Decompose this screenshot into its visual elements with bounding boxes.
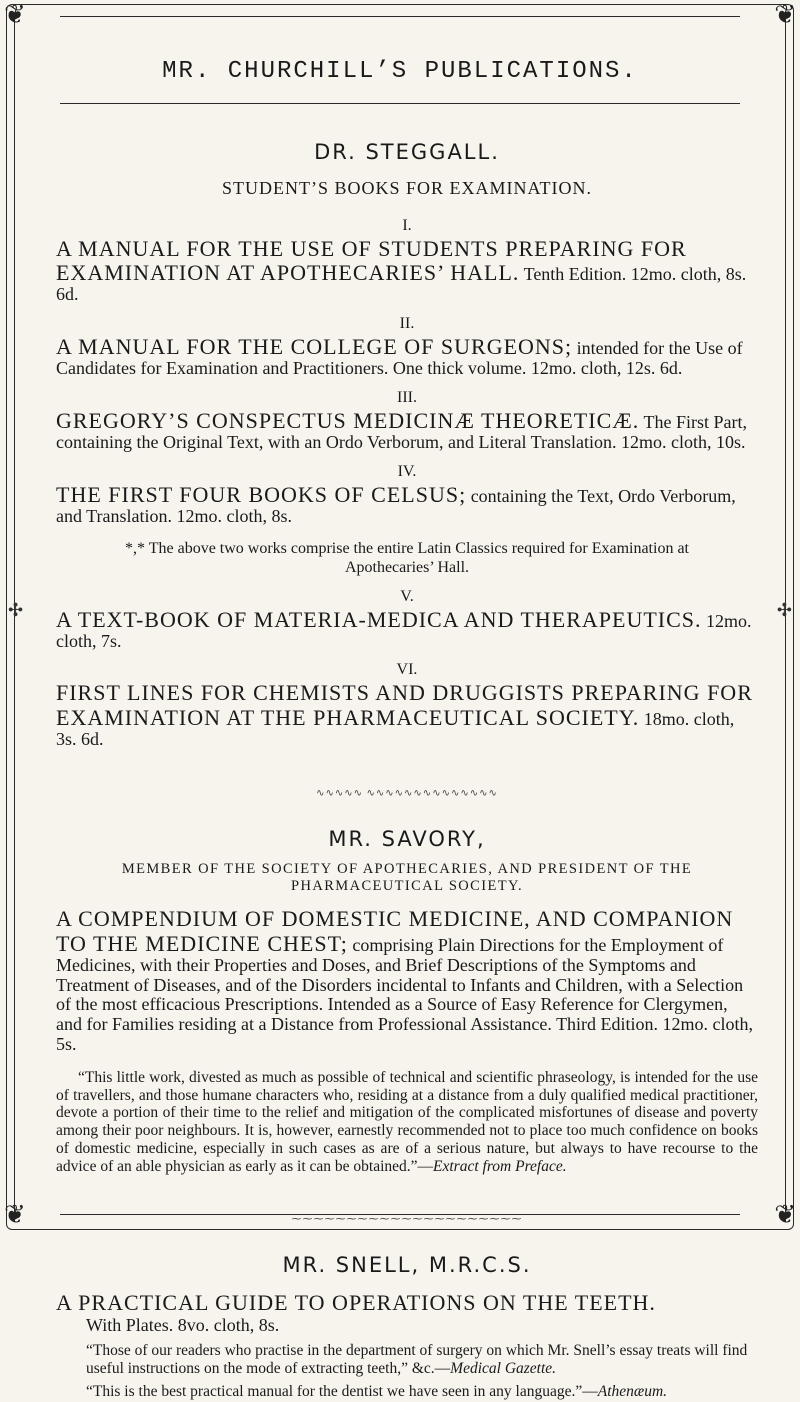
top-rule	[60, 16, 740, 17]
book-title: A TEXT-BOOK OF MATERIA-MEDICA AND THERAPEUTICS.	[56, 606, 702, 632]
corner-ornament-icon: ❦	[774, 1200, 796, 1229]
book-title: A MANUAL FOR THE COLLEGE OF SURGEONS;	[56, 334, 573, 360]
book-desc: 12mo. cloth, 7s.	[56, 610, 752, 651]
entry-number: I.	[402, 217, 412, 234]
latin-classics-note: *,* The above two works comprise the entire Latin Classics required for Examination at Apothecaries’ Hall.	[125, 540, 689, 577]
book-title: A MANUAL FOR THE USE OF STUDENTS PREPARING FOR EXAMINATION AT APOTHECARIES’ HALL.	[56, 236, 687, 286]
book-title: A PRACTICAL GUIDE TO OPERATIONS ON THE TEETH.	[56, 1289, 656, 1315]
section-subhead: STUDENT’S BOOKS FOR EXAMINATION.	[221, 178, 592, 198]
book-entry	[56, 237, 758, 305]
quote-text: “This little work, divested as much as possible of technical and scientific phraseology, is intended for the use of travellers, and those humane characters who, residing at a distance from a duly qualified medical practitioner, devote a portion of their time to the relief and mitigation of the complicated misfortunes of disease and poverty among their poor neighbours. It is, however, earnestly recommended not to place too much confidence on books of domestic medicine, especially in such cases as are of a serious nature, but always to have recourse to the advice of an able physician as early as it can be obtained.”—	[56, 1068, 758, 1175]
entry-number: VI.	[396, 661, 418, 679]
book-entry	[56, 483, 758, 527]
book-desc: With Plates. 8vo. cloth, 8s.	[86, 1314, 280, 1335]
page-content	[56, 140, 758, 1402]
quote-text: “This is the best practical manual for the dentist we have seen in any language.”—	[86, 1383, 598, 1401]
header-rule	[60, 103, 740, 104]
corner-ornament-icon: ❦	[4, 0, 26, 29]
book-entry	[56, 608, 758, 652]
book-entry	[56, 907, 758, 1054]
entry-number: III.	[397, 389, 417, 407]
author-affiliation: MEMBER OF THE SOCIETY OF APOTHECARIES, AND PRESIDENT OF THE PHARMACEUTICAL SOCIETY.	[121, 860, 693, 895]
book-desc: 18mo. cloth, 3s. 6d.	[56, 708, 735, 749]
book-title: GREGORY’S CONSPECTUS MEDICINÆ THEORETICÆ.	[56, 408, 640, 434]
book-desc: The First Part, containing the Original Text, with an Ordo Verborum, and Literal Translation. 12mo. cloth, 10s.	[56, 412, 747, 453]
entry-number: IV.	[397, 463, 417, 481]
corner-ornament-icon: ❦	[4, 1200, 26, 1229]
preface-quote	[56, 1069, 758, 1176]
page-header: MR. CHURCHILL’S PUBLICATIONS.	[162, 58, 638, 85]
corner-ornament-icon: ❦	[774, 0, 796, 29]
author-savory: MR. SAVORY,	[328, 826, 486, 851]
author-snell: MR. SNELL, M.R.C.S.	[282, 1252, 532, 1277]
book-title: A COMPENDIUM OF DOMESTIC MEDICINE, AND COMPANION TO THE MEDICINE CHEST;	[56, 906, 734, 956]
author-steggall: DR. STEGGALL.	[314, 140, 500, 164]
book-desc: comprising Plain Directions for the Employment of Medicines, with their Properties and Doses, and Brief Descriptions of the Symptoms and Treatment of Diseases, and of the Disorders incidental to Infants and Children, with a Selection of the most efficacious Prescriptions. Intended as a Source of Easy Reference for Clergymen, and for Families residing at a Distance from Professional Assistance. Third Edition. 12mo. cloth, 5s.	[56, 934, 754, 1054]
quote-source: Extract from Preface.	[433, 1157, 567, 1175]
review-quote	[86, 1342, 758, 1379]
quote-source: Medical Gazette.	[450, 1360, 557, 1378]
wavy-divider: ⁓⁓⁓⁓⁓⁓⁓⁓⁓⁓⁓⁓⁓⁓⁓⁓⁓⁓⁓⁓⁓	[291, 1213, 523, 1225]
book-entry	[56, 335, 758, 379]
book-desc: containing the Text, Ordo Verborum, and Translation. 12mo. cloth, 8s.	[56, 486, 736, 527]
book-entry	[56, 409, 758, 453]
book-entry	[56, 681, 758, 749]
book-title: FIRST LINES FOR CHEMISTS AND DRUGGISTS PREPARING FOR EXAMINATION AT THE PHARMACEUTICAL SOCIETY.	[56, 680, 753, 730]
quote-text: “Those of our readers who practise in the department of surgery on which Mr. Snell’s essay treats will find useful instructions on the mode of extracting teeth,” &c.—	[86, 1341, 748, 1378]
wavy-divider: ∿∿∿∿∿ ∿∿∿∿∿∿∿∿∿∿∿∿∿∿	[316, 787, 498, 799]
review-quote	[86, 1383, 758, 1402]
entry-number: II.	[399, 315, 415, 333]
side-ornament-icon: ✣	[8, 600, 24, 620]
bottom-rule	[60, 1214, 740, 1215]
book-desc: intended for the Use of Candidates for Examination and Practitioners. One thick volume. 12mo. cloth, 12s. 6d.	[56, 338, 743, 379]
book-desc: Tenth Edition. 12mo. cloth, 8s. 6d.	[56, 264, 747, 305]
book-entry	[56, 1291, 758, 1315]
quote-source: Athenæum.	[597, 1383, 668, 1401]
book-title: THE FIRST FOUR BOOKS OF CELSUS;	[56, 482, 467, 508]
entry-number: V.	[400, 587, 414, 605]
side-ornament-icon: ✣	[776, 600, 792, 620]
